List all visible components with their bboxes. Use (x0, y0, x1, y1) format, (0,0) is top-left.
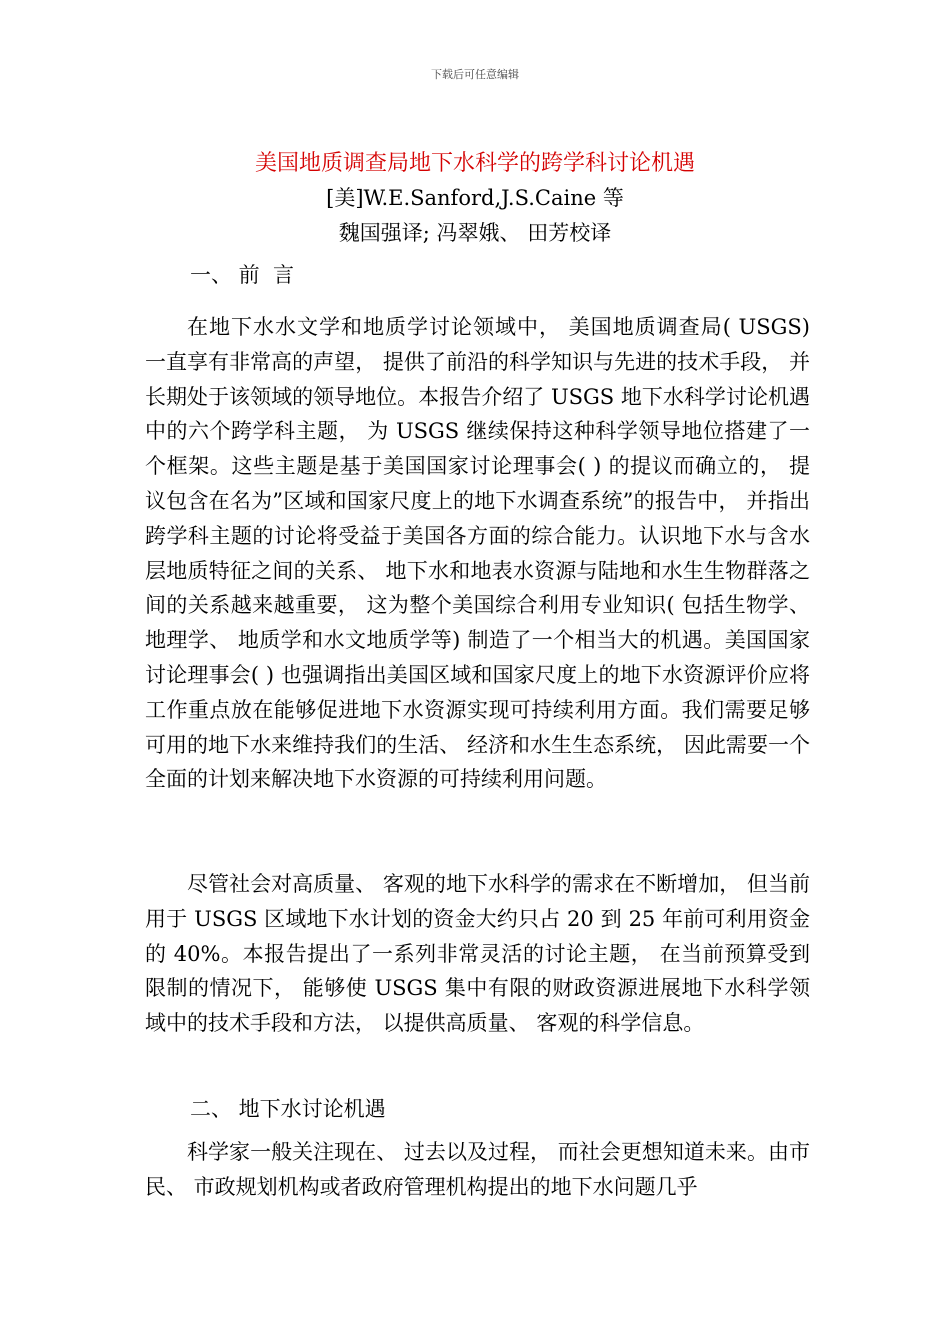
paragraph-2: 尽管社会对高质量、 客观的地下水科学的需求在不断增加， 但当前用于 USGS 区域地下水计划的资金大约只占 20 到 25 年前可利用资金的 40%。本报告提出了一系列非常灵活的讨论主题， 在当前预算受到限制的情况下， 能够使 USGS 集中有限的财政资源进展地下水科学领域中的技术手段和方法， 以提供高质量、 客观的科学信息。 (145, 872, 810, 1036)
translators-line: 魏国强译; 冯翠娥、 田芳校译 (338, 221, 612, 245)
header-note: 下载后可任意编辑 (431, 68, 519, 81)
authors-line: [美]W.E.Sanford,J.S.Caine 等 (326, 186, 624, 210)
section-heading-1: 一、 前 言 (190, 263, 295, 287)
paragraph-3: 科学家一般关注现在、 过去以及过程， 而社会更想知道未来。由市民、 市政规划机构或者政府管理机构提出的地下水问题几乎 (145, 1140, 810, 1199)
section-heading-2: 二、 地下水讨论机遇 (190, 1097, 386, 1121)
paragraph-1: 在地下水水文学和地质学讨论领域中， 美国地质调查局( USGS) 一直享有非常高的声望， 提供了前沿的科学知识与先进的技术手段， 并长期处于该领域的领导地位。本报告介绍了 USGS 地下水科学讨论机遇中的六个跨学科主题， 为 USGS 继续保持这种科学领导地位搭建了一个框架。这些主题是基于美国国家讨论理事会( ) 的提议而确立的， 提议包含在名为”区域和国家尺度上的地下水调查系统”的报告中， 并指出跨学科主题的讨论将受益于美国各方面的综合能力。认识地下水与含水层地质特征之间的关系、 地下水和地表水资源与陆地和水生生物群落之间的关系越来越重要， 这为整个美国综合利用专业知识( 包括生物学、 地理学、 地质学和水文地质学等) 制造了一个相当大的机遇。美国国家讨论理事会( ) 也强调指出美国区域和国家尺度上的地下水资源评价应将工作重点放在能够促进地下水资源实现可持续利用方面。我们需要足够可用的地下水来维持我们的生活、 经济和水生生态系统， 因此需要一个全面的计划来解决地下水资源的可持续利用问题。 (145, 315, 810, 792)
document-title: 美国地质调查局地下水科学的跨学科讨论机遇 (254, 151, 695, 176)
